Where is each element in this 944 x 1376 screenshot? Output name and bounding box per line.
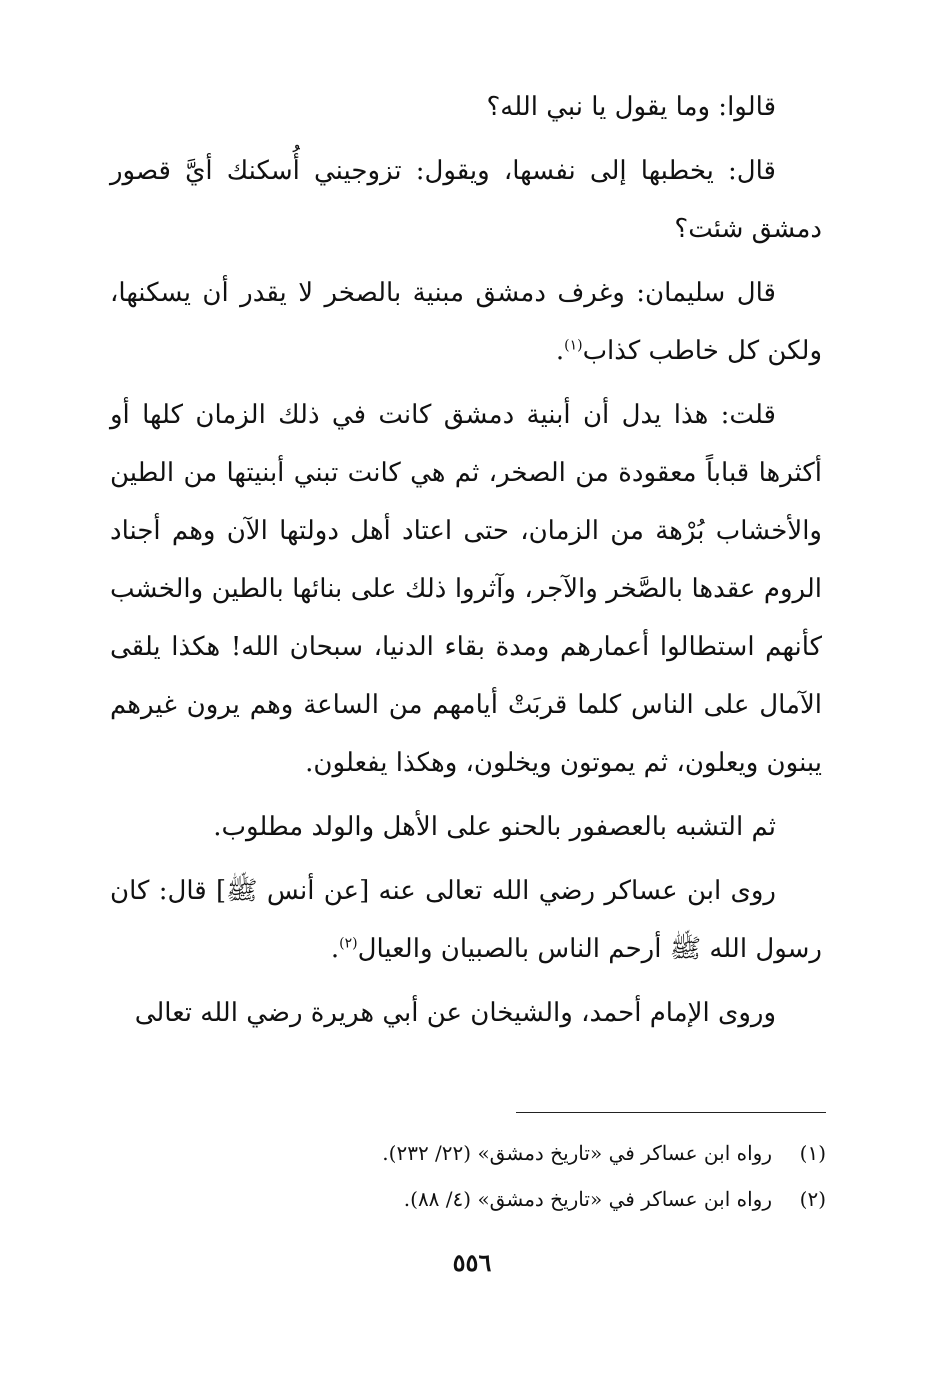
paragraph-text: قالوا: وما يقول يا نبي الله؟: [486, 92, 776, 122]
paragraph: [110, 984, 822, 1042]
footnote-text: رواه ابن عساكر في «تاريخ دمشق» (٤/ ٨٨).: [403, 1187, 772, 1211]
paragraph-text: روى ابن عساكر رضي الله تعالى عنه [عن أنس ﷺ] قال: كان رسول الله ﷺ أرحم الناس بالصبيان والعيال: [110, 876, 822, 964]
page-number: ٥٥٦: [452, 1248, 492, 1277]
paragraph-text: قال سليمان: وغرف دمشق مبنية بالصخر لا يقدر أن يسكنها، ولكن كل خاطب كذاب: [110, 278, 822, 366]
footnote-reference[interactable]: (٢): [339, 935, 358, 952]
footnote-divider: [516, 1112, 826, 1113]
paragraph: [110, 798, 822, 856]
footnote-number: (٢): [799, 1187, 826, 1211]
footnote: [110, 1130, 826, 1176]
footnote-reference[interactable]: (١): [564, 337, 583, 354]
paragraph: [110, 386, 822, 792]
footnote-number: (١): [799, 1141, 826, 1165]
paragraph: روى ابن عساكر رضي الله تعالى عنه [عن أنس ﷺ] قال: كان رسول الله ﷺ أرحم الناس بالصبيان والعيال$^{(٢)}$.: [110, 876, 822, 964]
footnote: [110, 1176, 826, 1222]
paragraph: [110, 78, 822, 136]
paragraph: [110, 142, 822, 258]
footnotes: [110, 1130, 826, 1222]
paragraph-text: ثم التشبه بالعصفور بالحنو على الأهل والولد مطلوب.: [213, 812, 776, 842]
paragraph-text: قلت: هذا يدل أن أبنية دمشق كانت في ذلك الزمان كلها أو أكثرها قباباً معقودة من الصخر، ثم هي كانت تبني أبنيتها من الطين والأخشاب بُرْهة من الزمان، حتى اعتاد أهل دولتها الآن وهم أجناد الروم عقدها بالصَّخر والآجر، وآثروا ذلك على بنائها بالطين والخشب كأنهم استطالوا أعمارهم ومدة بقاء الدنيا، سبحان الله! هكذا يلقى الآمال على الناس كلما قربَتْ أيامهم من الساعة وهم يرون غيرهم يبنون ويعلون، ثم يموتون ويخلون، وهكذا يفعلون.: [110, 400, 822, 778]
paragraph-text: قال: يخطبها إلى نفسها، ويقول: تزوجيني أُسكنك أيَّ قصور دمشق شئت؟: [110, 156, 822, 244]
footnote-text: رواه ابن عساكر في «تاريخ دمشق» (٢٢/ ٢٣٢).: [382, 1141, 772, 1165]
paragraph-text: وروى الإمام أحمد، والشيخان عن أبي هريرة رضي الله تعالى: [134, 998, 776, 1028]
paragraph: قال سليمان: وغرف دمشق مبنية بالصخر لا يقدر أن يسكنها، ولكن كل خاطب كذاب$^{(١)}$.: [110, 278, 822, 366]
main-text: [110, 78, 822, 1042]
